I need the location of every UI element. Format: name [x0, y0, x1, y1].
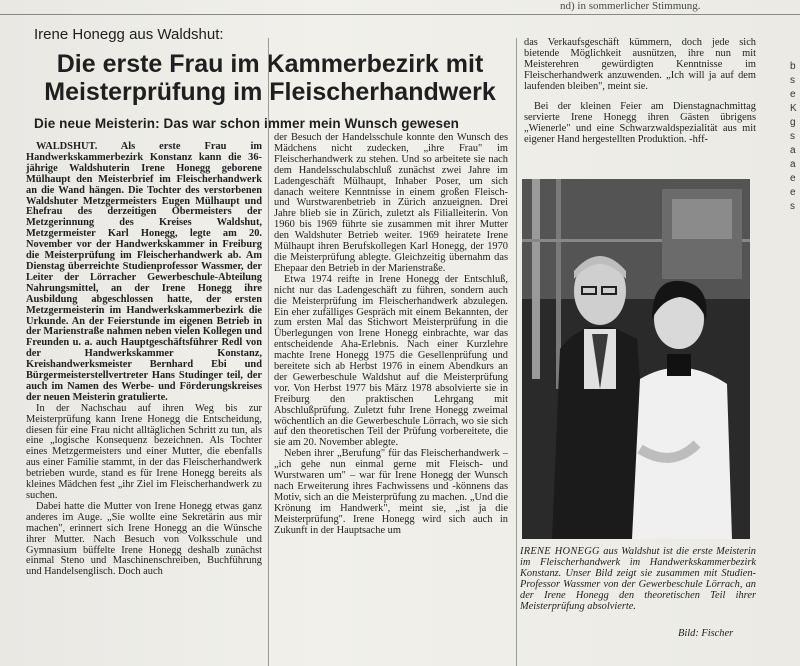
adjacent-column-fragments: b s e K g s a a e e s [790, 61, 797, 212]
photo-caption [520, 546, 756, 612]
photo-illustration [522, 179, 750, 539]
article-column-3-closing [524, 102, 756, 146]
headline-line-1: Die erste Frau im Kammerbezirk mit [56, 50, 484, 78]
top-rule [0, 14, 800, 15]
caption-text: aus Waldshut ist die erste Meisterin im Fleischerhandwerk im Handwerkskammerbezirk Konstanz. Unser Bild zeigt sie zusammen mit Studien-Professor Wassmer von der Gewerbeschule Lörrach, an der Irene Honegg den theoretischen Teil ihrer Meisterprüfung absolvierte. [520, 546, 756, 612]
body-paragraph: In der Nachschau auf ihren Weg bis zur Meisterprüfung kann Irene Honegg die Entscheidung, diesen für eine Frau nicht alltäglichen Schritt zu tun, als eine „logische Konsequenz bezeichnen. Als Tochter eines Metzgermeisters und einer Mutter, die ebenfalls aus einer Familie stammt, in der das Fleischerhandwerk betrieben wurde, stand es für Irene Honegg bereits als kleines Mädchen fest „ihr Ziel im Fleischerhandwerk zu suchen. [26, 402, 262, 501]
body-paragraph: Neben ihrer „Berufung" für das Fleischerhandwerk – „ich gehe nun einmal gerne mit Fleisch- und Wurstwaren um" – war für Irene Honegg der Wunsch nach Erweiterung ihres Fachwissens und -könnens das Motiv, sich an die Meisterprüfung zu machen. „Und die Krönung im Handwerk", meint sie, „ist ja die Meisterprüfung". Irene Honegg wird sich auch in Zukunft in der Hauptsache um [274, 448, 508, 536]
body-paragraph: das Verkaufsgeschäft kümmern, doch jede sich bietende Möglichkeit ausnützen, ihre nun mit Meisterehren gewürdigten Kenntnisse im Fleischerhandwerk anzuwenden. „Ich will ja auf dem laufenden bleiben", meint sie. [524, 37, 756, 92]
body-paragraph: der Besuch der Handelsschule konnte den Wunsch des Mädchens nicht zudecken, „ihre Frau" im Fleischerhandwerk zu stehen. Und so arbeitete sie nach dem Handelsschulabschluß zunächst zwei Jahre im Ladengeschäft Mülhaupt, Inhaber Poser, um sich danach weitere Kenntnisse in einem großen Fleisch- und Wurstwarenbetrieb in Zürich anzueignen. Drei Jahre blieb sie in Zürich, zuletzt als Filialleiterin. Von 1960 bis 1969 führte sie zusammen mit ihrer Mutter den Waldshuter Betrieb weiter. 1969 heiratete Irene Mülhaupt ihren Berufskollegen Karl Honegg, der 1970 die Meisterprüfung ablegte. Gleichzeitig übernahm das Ehepaar den Betrieb in der Marienstraße. [274, 132, 508, 274]
body-paragraph: Dabei hatte die Mutter von Irene Honegg etwas ganz anderes im Auge. „Sie wollte eine Sekretärin aus mir machen", erinnert sich Irene Honegg an die Wünsche ihrer Mutter. Nach Besuch von Volksschule und Gymnasium büffelte Irene Honegg deshalb zunächst einmal Steno und Maschinenschreiben, Buchführung und Handelsenglisch. Doch auch [26, 500, 262, 578]
article-column-2 [274, 133, 508, 537]
body-paragraph: Bei der kleinen Feier am Dienstagnachmittag servierte Irene Honegg ihren Gästen übrigens „Wienerle" und eine Schwarzwaldspezialität aus mit eigener Hand hergestellten Produktion. -hff- [524, 101, 756, 145]
body-paragraph: Etwa 1974 reifte in Irene Honegg der Entschluß, nicht nur das Ladengeschäft zu führen, sondern auch die Meisterprüfung im Fleischerhandwerk abzulegen. Ein eher zufälliges Gespräch mit einem Bekannten, der zum ersten Mal das Stichwort Meisterprüfung in die Überlegungen von Irene Honegg einbrachte, war das entscheidende Aha-Erlebnis. Nach einer Kurzlehre machte Irene Honegg 1975 die Gesellenprüfung und bereitete sich ab Herbst 1976 in einem Abendkurs an der Gewerbeschule Waldshut auf die Meisterprüfung vor. Von Herbst 1977 bis März 1978 absolvierte sie in Freiburg den praktischen Lehrgang mit Abschlußprüfung. Zuletzt fuhr Irene Honegg zweimal wöchentlich an die Gewerbeschule Lörrach, wo sie sich auf den theoretischen Teil der Prüfung vorbereitete, die sie am 20. November ablegte. [274, 273, 508, 449]
article-column-1 [26, 142, 262, 578]
photo-credit: Bild: Fischer [678, 628, 734, 639]
lead-paragraph: WALDSHUT. Als erste Frau im Handwerkskammerbezirk Konstanz kann die 36-jährige Waldshuterin Irene Honegg geborene Mülhaupt den Meisterbrief im Fleischerhandwerk an die Wand hängen. Die Tochter des verstorbenen Waldshuter Metzgermeisters Eugen Mülhaupt und Ehefrau des derzeitigen Obermeisters der Metzgerinnung des Kreises Waldshut, Metzgermeister Karl Honegg, legte am 20. November vor der Handwerkskammer in Freiburg die Meisterprüfung im Fleischerhandwerk ab. Am Dienstag überreichte Studienprofessor Wassmer, der Leiter der Lörracher Gewerbeschule-Abteilung Nahrungsmittel, an der Irene Honegg ihre Ausbildung abgeschlossen hatte, der ersten Metzgermeisterin im Handwerkskammerbezirk die Urkunde. An der Feierstunde im eigenen Betrieb in der Marienstraße nahmen neben vielen Kollegen und Freunden u. a. auch Hauptgeschäftsführer Redl von der Handwerkskammer Konstanz, Kreishandwerksmeister Bernhard Ebi und Bürgermeisterstellvertreter Hans Studinger teil, der auch im Namen des Werbe- und Förderungskreises der neuen Meisterin gratulierte. [26, 141, 262, 403]
caption-name: IRENE HONEGG [520, 546, 600, 557]
headline-line-2: Meisterprüfung im Fleischerhandwerk [44, 78, 496, 106]
article-column-3 [524, 38, 756, 93]
column-divider [268, 38, 269, 666]
news-photo [522, 179, 750, 539]
article-subheadline: Die neue Meisterin: Das war schon immer mein Wunsch gewesen [34, 116, 460, 131]
article-kicker: Irene Honegg aus Waldshut: [34, 26, 224, 43]
previous-article-fragment: nd) in sommerlicher Stimmung. [560, 0, 701, 12]
column-divider [516, 38, 517, 666]
article-headline [30, 50, 510, 106]
